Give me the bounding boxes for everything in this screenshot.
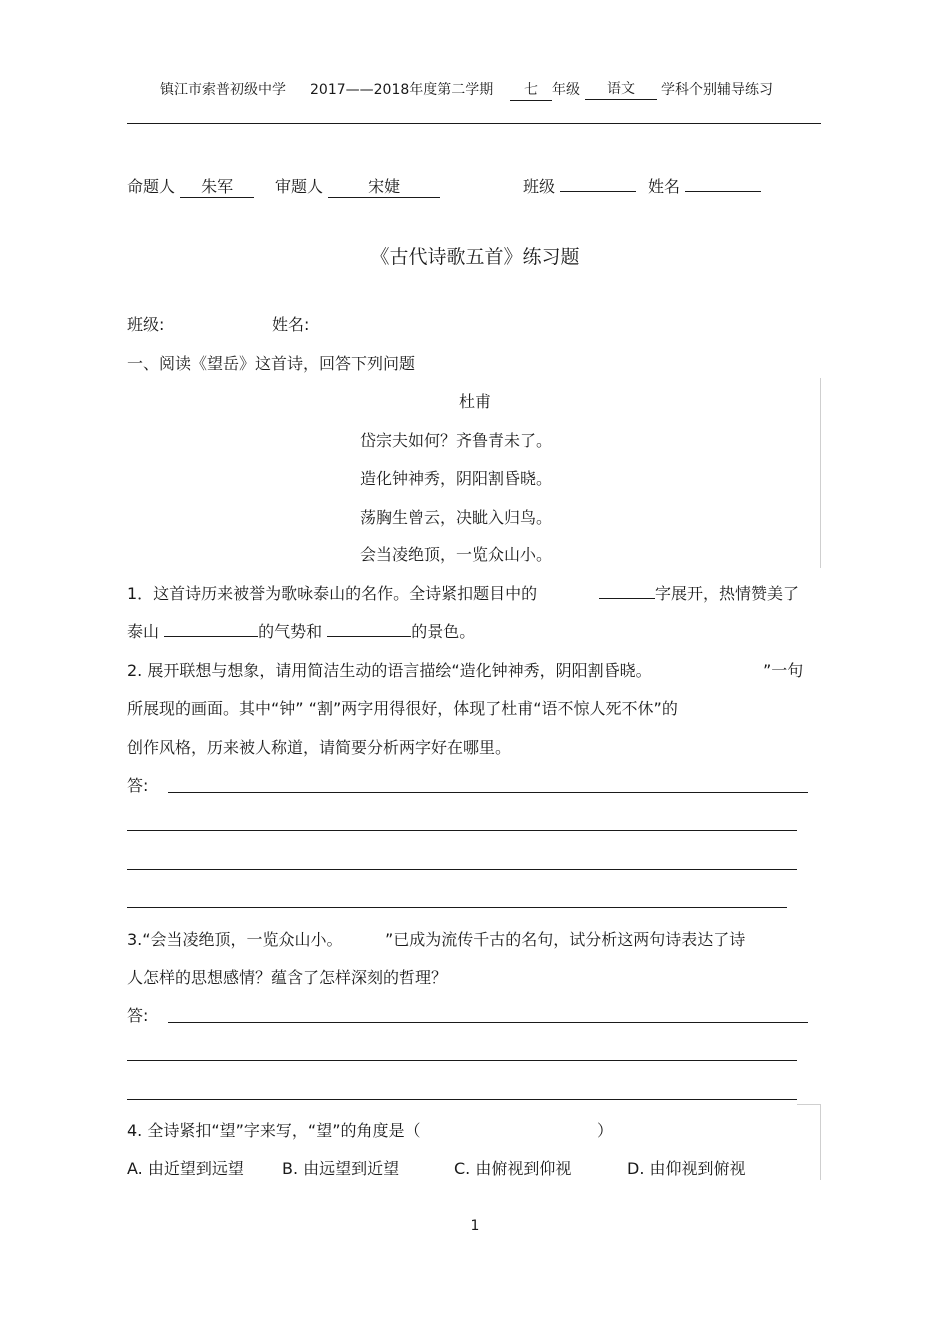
q4-option-c[interactable]: C. 由俯视到仰视	[454, 1159, 572, 1178]
page-number: 1	[470, 1218, 480, 1234]
section1-heading: 一、阅读《望岳》这首诗，回答下列问题	[127, 354, 416, 373]
q1-part5: 的景色。	[411, 622, 476, 641]
q2-answer-line-4[interactable]	[127, 907, 787, 908]
q2-line1-end: ”一句	[763, 661, 804, 680]
poem-line-2: 造化钟神秀，阴阳割昏晓。	[360, 469, 553, 488]
name-label: 姓名	[648, 177, 681, 196]
q4-stem: 4. 全诗紧扣“望”字来写，“望”的角度是（	[127, 1121, 421, 1140]
q3-answer-line-3[interactable]	[127, 1099, 797, 1100]
header-subject	[585, 79, 657, 100]
poem-line-1: 岱宗夫如何？齐鲁青未了。	[360, 431, 553, 450]
poem-author: 杜甫	[458, 392, 491, 411]
q4-top-rule	[797, 1104, 821, 1105]
class-label: 班级	[523, 177, 556, 196]
name-blank	[685, 191, 761, 192]
page-title: 《古代诗歌五首》练习题	[370, 246, 580, 268]
q1-blank-3	[327, 636, 411, 637]
setter-name: 朱军	[180, 177, 254, 198]
class-row	[523, 174, 636, 197]
subject-value: 语文	[585, 79, 657, 100]
q4-option-a[interactable]: A. 由近望到远望	[127, 1159, 244, 1178]
poem-line-3: 荡胸生曾云，决眦入归鸟。	[360, 508, 553, 527]
grade-value: 七	[510, 80, 552, 101]
q3-line2: 人怎样的思想感情？蕴含了怎样深刻的哲理？	[127, 968, 448, 987]
q2-answer-label: 答:	[127, 776, 149, 795]
q1-part1: 1．这首诗历来被誉为歌咏泰山的名作。全诗紧扣题目中的	[127, 584, 538, 603]
q1-part2: 字展开，热情赞美了	[655, 584, 800, 603]
q1-part4: 的气势和	[258, 622, 323, 641]
q1-blank-1	[599, 598, 655, 599]
student-class-label: 班级:	[127, 315, 165, 334]
q2-answer-line-3[interactable]	[127, 869, 797, 870]
q2-answer-line-2[interactable]	[127, 830, 797, 831]
header-school: 镇江市索普初级中学	[160, 82, 286, 98]
poem-line-4: 会当凌绝顶，一览众山小。	[360, 545, 553, 564]
header-grade	[510, 79, 580, 101]
q2-line1: 2. 展开联想与想象，请用简洁生动的语言描绘“造化钟神秀，阴阳割昏晓。	[127, 661, 652, 680]
q3-answer-label: 答:	[127, 1006, 149, 1025]
setter-label: 命题人	[127, 177, 176, 196]
name-row	[648, 174, 761, 197]
q2-answer-line-1[interactable]	[168, 792, 808, 793]
q3-line1: 3.“会当凌绝顶，一览众山小。	[127, 930, 343, 949]
q2-line2: 所展现的画面。其中“钟” “割”两字用得很好，体现了杜甫“语不惊人死不休”的	[127, 699, 678, 718]
reviewer-name: 宋婕	[328, 177, 440, 198]
q1-part3: 泰山	[127, 622, 160, 641]
q3-answer-line-1[interactable]	[168, 1022, 808, 1023]
header-rule	[127, 123, 821, 124]
q4-option-d[interactable]: D. 由仰视到俯视	[627, 1159, 746, 1178]
setter-row	[127, 174, 254, 198]
class-blank	[560, 191, 636, 192]
q2-line3: 创作风格，历来被人称道，请简要分析两字好在哪里。	[127, 738, 512, 757]
q1-line1	[127, 581, 537, 604]
q1-line2	[127, 619, 475, 642]
q3-answer-line-2[interactable]	[127, 1060, 797, 1061]
reviewer-row	[275, 174, 440, 198]
q1-blank-2	[164, 636, 258, 637]
q1-line1-tail	[599, 581, 799, 604]
student-name-label: 姓名:	[272, 315, 310, 334]
header-suffix: 学科个别辅导练习	[661, 82, 773, 98]
grade-suffix: 年级	[552, 82, 580, 98]
q4-close: ）	[597, 1121, 614, 1140]
q4-side-rule	[820, 1104, 821, 1180]
reviewer-label: 审题人	[275, 177, 324, 196]
q3-line1-end: ”已成为流传千古的名句，试分析这两句诗表达了诗	[385, 930, 746, 949]
header-year: 2017——2018年度第二学期	[310, 82, 494, 98]
q4-option-b[interactable]: B. 由远望到近望	[282, 1159, 400, 1178]
